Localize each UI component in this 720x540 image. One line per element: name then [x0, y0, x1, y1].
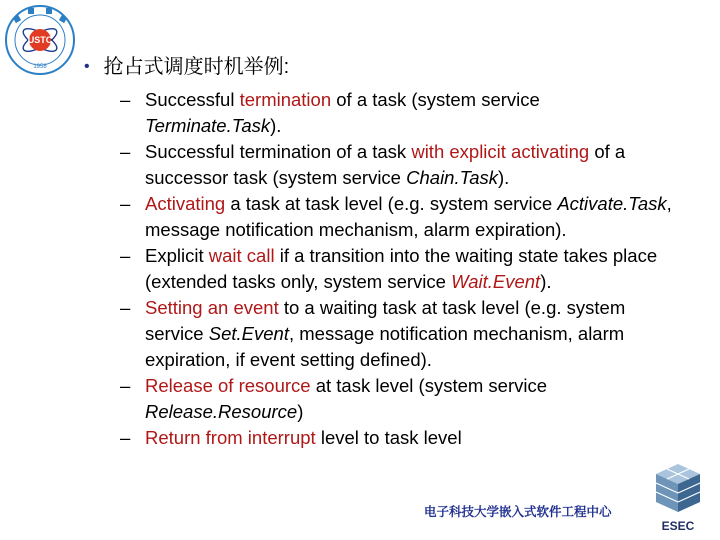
body-text: )	[297, 401, 304, 422]
service-name: Wait.Event	[451, 271, 541, 292]
body-text: , message notification mechanism, alarm expiration, if event setting defined).	[145, 323, 625, 370]
body-text: ).	[498, 167, 510, 188]
body-text: ).	[540, 271, 552, 292]
highlighted-text: Release of resource	[145, 375, 311, 396]
body-text: a task at task level (e.g. system service	[225, 193, 558, 214]
esec-logo	[648, 462, 708, 536]
list-item	[120, 425, 680, 451]
highlighted-text: Activating	[145, 193, 226, 214]
heading-text: 抢占式调度时机举例:	[103, 56, 290, 78]
service-name: Set.Event	[208, 323, 289, 344]
logo-text: USTC	[27, 35, 53, 45]
body-text: of a successor task (system service	[145, 141, 626, 188]
dash-marker: –	[120, 427, 131, 448]
list-item	[120, 191, 680, 243]
esec-logo-text: ESEC	[661, 519, 695, 533]
dash-marker: –	[120, 193, 131, 214]
body-text: level to task level	[315, 427, 462, 448]
list-item	[120, 295, 680, 373]
service-name: Release.Resource	[145, 401, 298, 422]
body-text: Successful termination of a task	[145, 141, 412, 162]
list-item	[120, 87, 680, 139]
highlighted-text: termination	[239, 89, 332, 110]
highlighted-text: Setting an event	[145, 297, 279, 318]
highlighted-text: wait call	[208, 245, 275, 266]
heading-bullet: •	[84, 58, 90, 75]
list-item	[120, 139, 680, 191]
body-text: of a task (system service	[331, 89, 540, 110]
body-text: if a transition into the waiting state takes place (extended tasks only, system service	[145, 245, 658, 292]
body-text: ).	[270, 115, 282, 136]
highlighted-text: Return from interrupt	[145, 427, 316, 448]
preemption-examples-list	[120, 87, 680, 451]
dash-marker: –	[120, 375, 131, 396]
body-text: Successful	[145, 89, 240, 110]
body-text: , message notification mechanism, alarm expiration).	[145, 193, 672, 240]
slide-heading	[84, 50, 289, 79]
service-name: Chain.Task	[406, 167, 498, 188]
list-item	[120, 243, 680, 295]
highlighted-text: with explicit activating	[411, 141, 590, 162]
dash-marker: –	[120, 245, 131, 266]
body-text: at task level (system service	[310, 375, 548, 396]
list-item	[120, 373, 680, 425]
body-text: Explicit	[145, 245, 209, 266]
dash-marker: –	[120, 297, 131, 318]
university-logo	[4, 4, 76, 76]
footer-center-name: 电子科技大学嵌入式软件工程中心	[424, 505, 612, 519]
service-name: Activate.Task	[557, 193, 667, 214]
dash-marker: –	[120, 89, 131, 110]
dash-marker: –	[120, 141, 131, 162]
logo-year: 1958	[33, 64, 47, 70]
body-text: to a waiting task at task level (e.g. system service	[145, 297, 626, 344]
service-name: Terminate.Task	[145, 115, 271, 136]
